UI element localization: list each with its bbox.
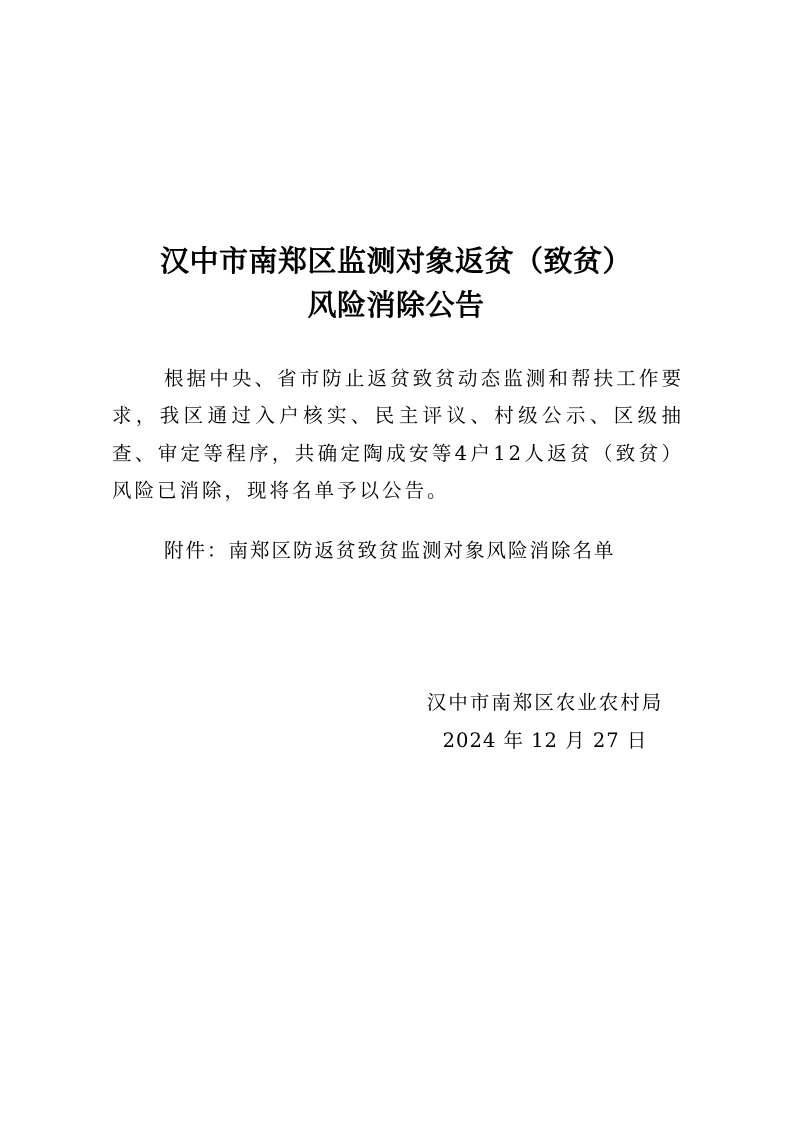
issue-date: 2024 年 12 月 27 日 — [442, 729, 648, 752]
title-line-2: 风险消除公告 — [307, 288, 485, 322]
issuer-name: 汉中市南郑区农业农村局 — [426, 691, 664, 714]
title-line-1: 汉中市南郑区监测对象返贫（致贫） — [159, 244, 632, 278]
body-paragraph-container — [112, 360, 684, 510]
attachment-line: 附件：南郑区防返贫致贫监测对象风险消除名单 — [164, 539, 616, 562]
body-paragraph: 根据中央、省市防止返贫致贫动态监测和帮扶工作要求，我区通过入户核实、民主评议、村级公示、区级抽查、审定等程序，共确定陶成安等4户12人返贫（致贫）风险已消除，现将名单予以公告。 — [112, 367, 684, 503]
